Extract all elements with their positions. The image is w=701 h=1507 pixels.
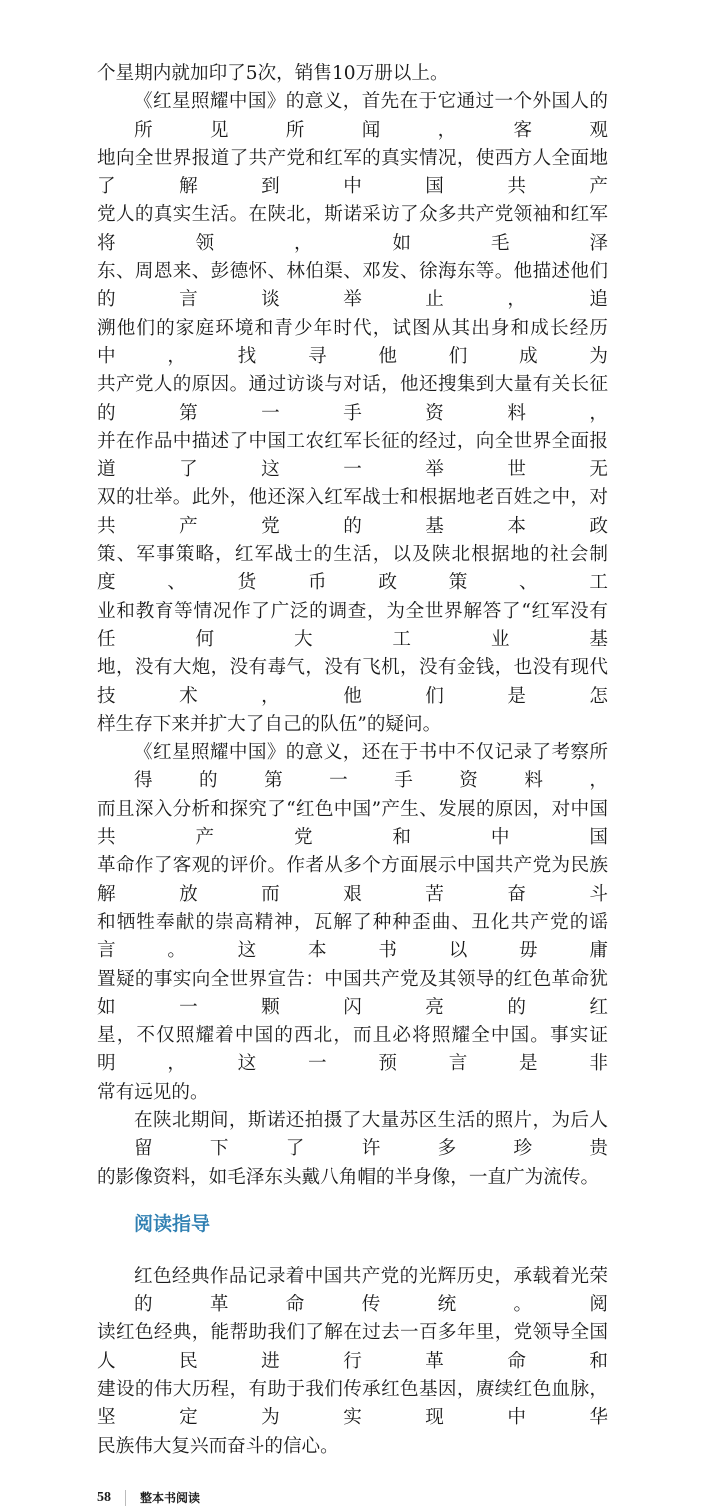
- text-line: 民族伟大复兴而奋斗的信心。: [97, 1435, 339, 1457]
- page-number: 58: [97, 1489, 111, 1505]
- text-line: 地向全世界报道了共产党和红军的真实情况，使西方人全面地了解到中国共产: [97, 147, 608, 198]
- text-line: 读红色经典，能帮助我们了解在过去一百多年里，党领导全国人民进行革命和: [97, 1322, 608, 1372]
- text-line: 而且深入分析和探究了“红色中国”产生、发展的原因，对中国共产党和中国: [97, 798, 608, 849]
- page-body: [97, 0, 608, 1507]
- paragraph: [97, 60, 608, 88]
- page-footer: [97, 1489, 608, 1507]
- text-line: 和牺牲奉献的崇高精神，瓦解了种种歪曲、丑化共产党的谣言。这本书以毋庸: [97, 911, 608, 962]
- text-line: 的影像资料，如毛泽东头戴八角帽的半身像，一直广为流传。: [97, 1166, 600, 1188]
- text-line: 共产党人的原因。通过访谈与对话，他还搜集到大量有关长征的第一手资料，: [97, 374, 608, 424]
- paragraph: [97, 88, 608, 739]
- text-line: 业和教育等情况作了广泛的调查，为全世界解答了“红军没有任何大工业基: [97, 600, 608, 650]
- text-line: 建设的伟大历程，有助于我们传承红色基因，赓续红色血脉，坚定为实现中华: [97, 1379, 608, 1429]
- paragraph: [97, 1263, 608, 1461]
- text-line: 红色经典作品记录着中国共产党的光辉历史，承载着光荣的革命传统。阅: [134, 1265, 608, 1316]
- text-line: 个星期内就加印了5次，销售10万册以上。: [97, 63, 449, 84]
- text-line: 在陕北期间，斯诺还拍摄了大量苏区生活的照片，为后人留下了许多珍贵: [134, 1109, 608, 1160]
- footer-book-section: 整本书阅读: [140, 1491, 201, 1506]
- text-line: 东、周恩来、彭德怀、林伯渠、邓发、徐海东等。他描述他们的言谈举止，追: [97, 261, 608, 311]
- text-line: 星，不仅照耀着中国的西北，而且必将照耀全中国。事实证明，这一预言是非: [97, 1025, 608, 1075]
- footer-divider: [125, 1490, 126, 1506]
- text-line: 《红星照耀中国》的意义，首先在于它通过一个外国人的所见所闻，客观: [134, 91, 608, 141]
- text-line: 双的壮举。此外，他还深入红军战士和根据地老百姓之中，对共产党的基本政: [97, 487, 608, 537]
- paragraph: [97, 739, 608, 1107]
- text-line: 置疑的事实向全世界宣告：中国共产党及其领导的红色革命犹如一颗闪亮的红: [97, 968, 608, 1018]
- body-text: [97, 60, 608, 1192]
- text-line: 并在作品中描述了中国工农红军长征的经过，向全世界全面报道了这一举世无: [97, 430, 608, 481]
- section-heading: 阅读指导: [134, 1212, 211, 1235]
- text-line: 地，没有大炮，没有毒气，没有飞机，没有金钱，也没有现代技术，他们是怎: [97, 657, 608, 707]
- text-line: 革命作了客观的评价。作者从多个方面展示中国共产党为民族解放而艰苦奋斗: [97, 855, 608, 905]
- text-line: 溯他们的家庭环境和青少年时代，试图从其出身和成长经历中，找寻他们成为: [97, 317, 608, 367]
- guide-text: [97, 1263, 608, 1461]
- paragraph: [97, 1107, 608, 1192]
- text-line: 《红星照耀中国》的意义，还在于书中不仅记录了考察所得的第一手资料，: [134, 742, 608, 792]
- text-line: 党人的真实生活。在陕北，斯诺采访了众多共产党领袖和红军将领，如毛泽: [97, 204, 608, 254]
- text-line: 策、军事策略，红军战士的生活，以及陕北根据地的社会制度、货币政策、工: [97, 544, 608, 594]
- text-line: 常有远见的。: [97, 1081, 209, 1103]
- text-line: 样生存下来并扩大了自己的队伍”的疑问。: [97, 713, 442, 735]
